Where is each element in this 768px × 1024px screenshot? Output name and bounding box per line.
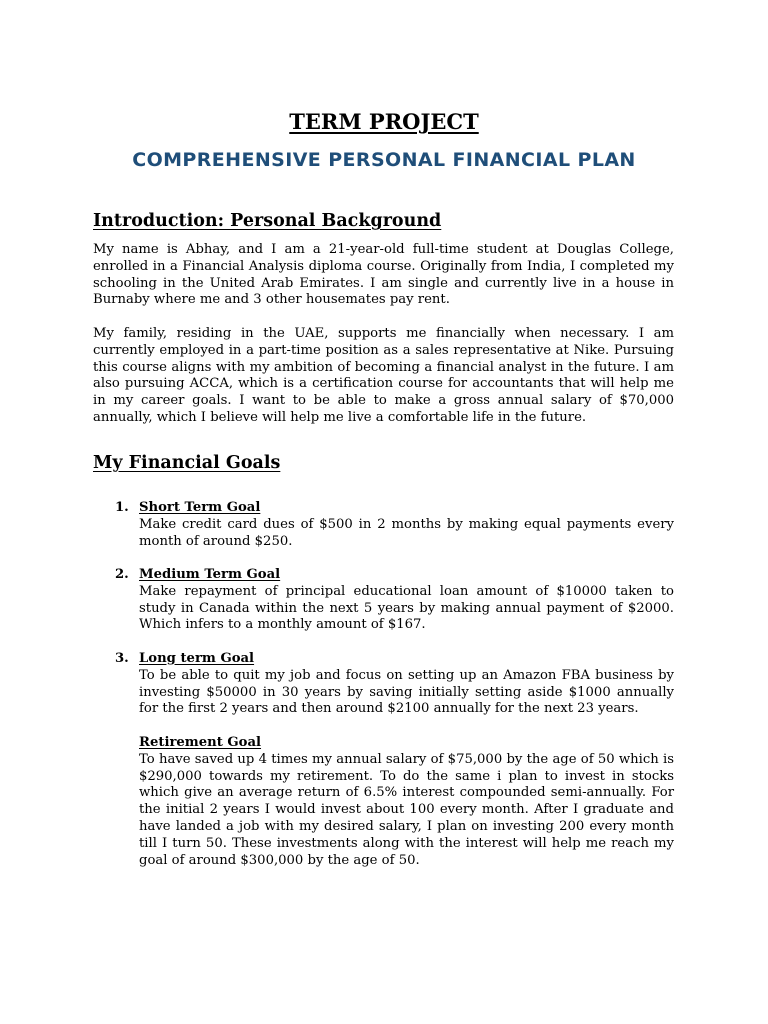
- goal-description: Make credit card dues of $500 in 2 months by making equal payments every month of around $250.: [139, 516, 674, 549]
- goal-item-medium-term: [93, 567, 674, 634]
- goals-heading: My Financial Goals: [93, 453, 281, 473]
- goal-title: Medium Term Goal: [139, 567, 281, 582]
- goal-item-long-term: [93, 651, 674, 718]
- document-subtitle: COMPREHENSIVE PERSONAL FINANCIAL PLAN: [132, 149, 636, 171]
- goal-title: Long term Goal: [139, 651, 255, 666]
- goal-description: To be able to quit my job and focus on setting up an Amazon FBA business by investing $50000 in 30 years by saving initially setting aside $1000 annually for the first 2 years and then around $2100 annually for the next 23 years.: [139, 667, 674, 717]
- intro-paragraph: My name is Abhay, and I am a 21-year-old full-time student at Douglas College, enrolled in a Financial Analysis diploma course. Originally from India, I completed my schooling in the United Arab Emirates. I am single and currently live in a house in Burnaby where me and 3 other housemates pay rent.: [93, 242, 674, 308]
- document-title: TERM PROJECT: [289, 109, 479, 134]
- goal-title: Short Term Goal: [139, 500, 261, 515]
- goal-description: To have saved up 4 times my annual salary of $75,000 by the age of 50 which is $290,000 towards my retirement. To do the same i plan to invest in stocks which give an average return of 6.5% interest compounded semi-annually. For the initial 2 years I would invest about 100 every month. After I graduate and have landed a job with my desired salary, I plan on investing 200 every month till I turn 50. These investments along with the interest will help me reach my goal of around $300,000 by the age of 50.: [139, 751, 674, 868]
- goal-number: 1.: [115, 500, 129, 515]
- goal-item-retirement: [93, 735, 674, 869]
- goal-title: Retirement Goal: [139, 735, 262, 750]
- goal-number: 2.: [115, 567, 129, 582]
- intro-heading: Introduction: Personal Background: [93, 211, 442, 231]
- goal-number: 3.: [115, 651, 129, 666]
- goal-item-short-term: [93, 500, 674, 550]
- goal-description: Make repayment of principal educational loan amount of $10000 taken to study in Canada within the next 5 years by making annual payment of $2000. Which infers to a monthly amount of $167.: [139, 583, 674, 633]
- intro-paragraph: My family, residing in the UAE, supports me financially when necessary. I am currently employed in a part-time position as a sales representative at Nike. Pursuing this course aligns with my ambition of becoming a financial analyst in the future. I am also pursuing ACCA, which is a certification course for accountants that will help me in my career goals. I want to be able to make a gross annual salary of $70,000 annually, which I believe will help me live a comfortable life in the future.: [93, 326, 674, 425]
